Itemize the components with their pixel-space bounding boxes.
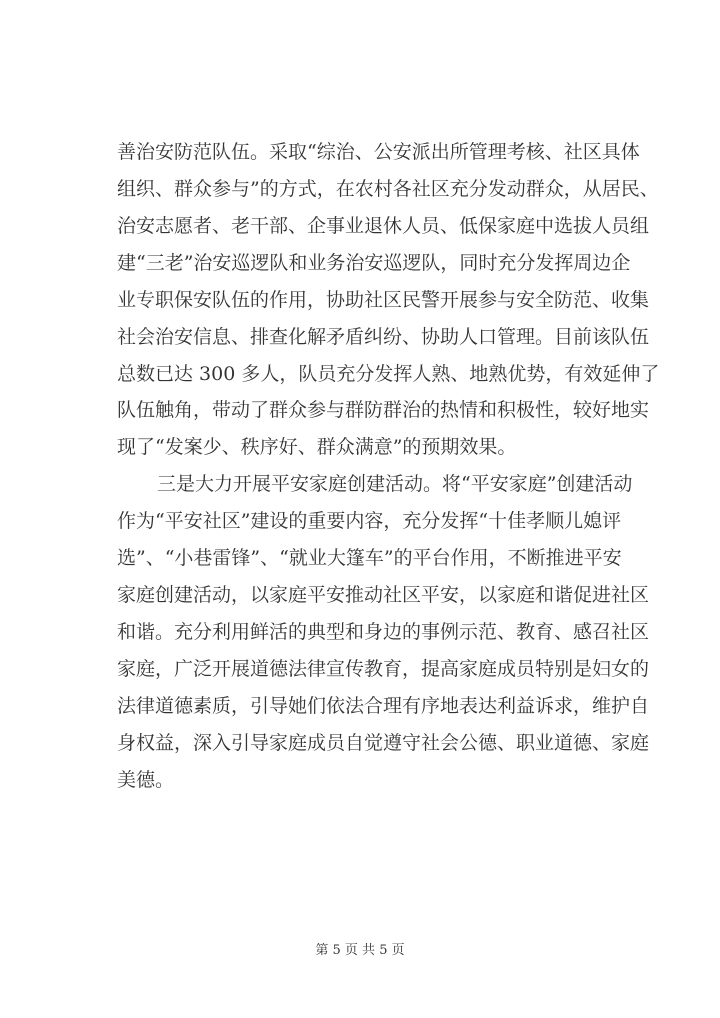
text-line: 三是大力开展平安家庭创建活动。将“平安家庭”创建活动 bbox=[157, 473, 633, 495]
text-line: 组织、群众参与”的方式，在农村各社区充分发动群众，从居民、 bbox=[117, 178, 659, 200]
text-line: 美德。 bbox=[117, 769, 175, 791]
text-line: 家庭，广泛开展道德法律宣传教育，提高家庭成员特别是妇女的 bbox=[117, 658, 650, 680]
text-line: 队伍触角，带动了群众参与群防群治的热情和积极性，较好地实 bbox=[117, 399, 650, 421]
text-line: 社会治安信息、排查化解矛盾纠纷、协助人口管理。目前该队伍 bbox=[117, 326, 650, 348]
text-line: 治安志愿者、老干部、企事业退休人员、低保家庭中选拔人员组 bbox=[117, 215, 650, 237]
text-line: 家庭创建活动，以家庭平安推动社区平安，以家庭和谐促进社区 bbox=[117, 584, 650, 606]
text-line: 和谐。充分利用鲜活的典型和身边的事例示范、教育、感召社区 bbox=[117, 621, 650, 643]
text-line: 身权益，深入引导家庭成员自觉遵守社会公德、职业道德、家庭 bbox=[117, 732, 650, 754]
text-line: 现了“发案少、秩序好、群众满意”的预期效果。 bbox=[117, 436, 517, 458]
text-line: 善治安防范队伍。采取“综治、公安派出所管理考核、社区具体 bbox=[117, 141, 640, 163]
text-line: 业专职保安队伍的作用，协助社区民警开展参与安全防范、收集 bbox=[117, 289, 650, 311]
text-line: 作为“平安社区”建设的重要内容，充分发挥“十佳孝顺儿媳评 bbox=[117, 510, 622, 532]
text-line: 总数已达 300 多人，队员充分发挥人熟、地熟优势，有效延伸了 bbox=[117, 363, 660, 385]
page-number-footer: 第 5 页 共 5 页 bbox=[315, 943, 405, 958]
text-line: 选”、“小巷雷锋”、“就业大篷车”的平台作用，不断推进平安 bbox=[117, 547, 622, 569]
text-line: 法律道德素质，引导她们依法合理有序地表达利益诉求，维护自 bbox=[117, 695, 650, 717]
text-line: 建“三老”治安巡逻队和业务治安巡逻队，同时充分发挥周边企 bbox=[117, 252, 631, 274]
